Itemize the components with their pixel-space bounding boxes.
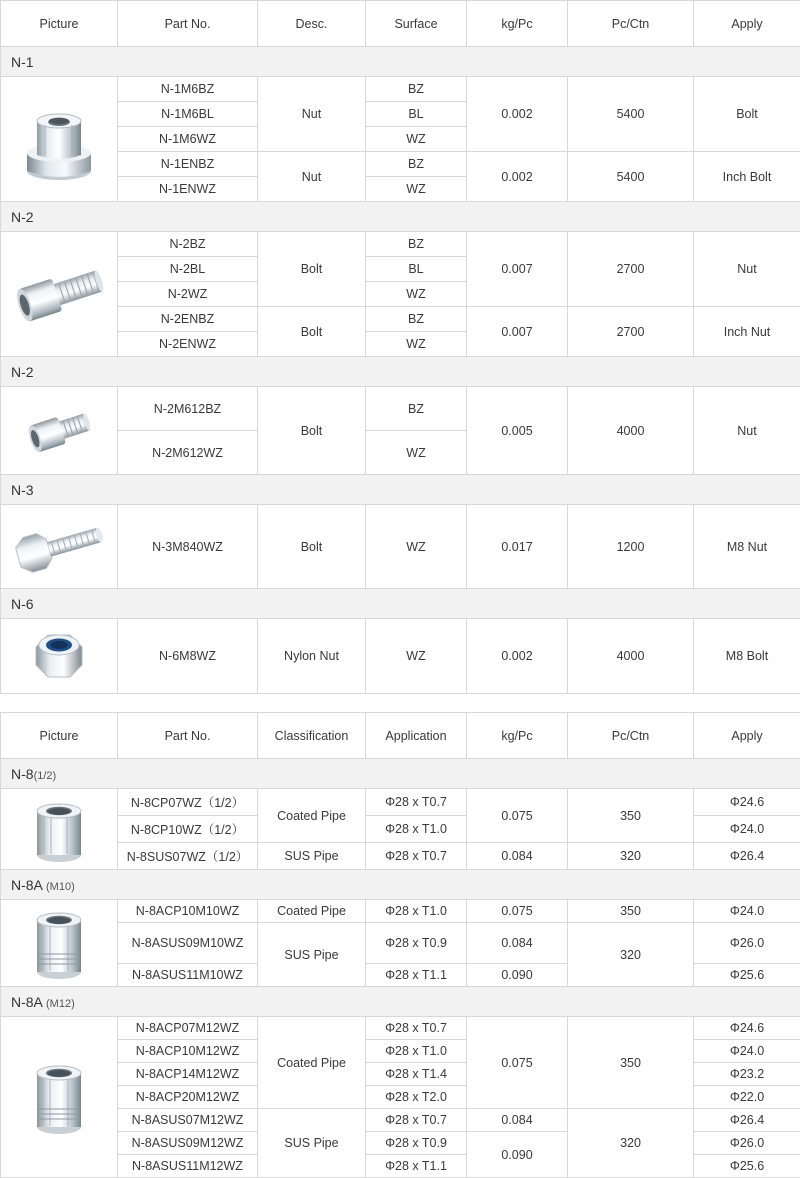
classification-cell: Coated Pipe xyxy=(258,789,366,843)
pcctn-cell: 5400 xyxy=(568,77,694,152)
table-row xyxy=(1,232,800,257)
surface-cell: WZ xyxy=(366,505,467,589)
group-label: N-6 xyxy=(11,596,34,612)
surface-cell: BZ xyxy=(366,387,467,431)
apply-cell: Φ24.6 xyxy=(694,1017,800,1040)
part-no-cell: N-8ASUS11M12WZ xyxy=(118,1155,258,1178)
col-pc-ctn: Pc/Ctn xyxy=(568,713,694,759)
application-cell: Φ28 x T1.0 xyxy=(366,816,467,843)
table-row xyxy=(1,1109,800,1132)
col-part-no: Part No. xyxy=(118,713,258,759)
group-label: N-1 xyxy=(11,54,34,70)
group-label-row xyxy=(1,589,800,619)
kg-cell: 0.007 xyxy=(467,232,568,307)
product-picture-cell xyxy=(1,77,118,202)
part-no-cell: N-8ACP20M12WZ xyxy=(118,1086,258,1109)
apply-cell: Φ26.4 xyxy=(694,1109,800,1132)
part-no-cell: N-3M840WZ xyxy=(118,505,258,589)
product-picture-cell xyxy=(1,387,118,475)
kg-cell: 0.002 xyxy=(467,152,568,202)
kg-cell: 0.084 xyxy=(467,843,568,870)
apply-cell: Inch Nut xyxy=(694,307,800,357)
application-cell: Φ28 x T0.7 xyxy=(366,1109,467,1132)
group-label: N-2 xyxy=(11,364,34,380)
group-label-row xyxy=(1,47,800,77)
application-cell: Φ28 x T0.7 xyxy=(366,789,467,816)
surface-cell: BZ xyxy=(366,307,467,332)
apply-cell: Φ24.6 xyxy=(694,789,800,816)
table-row xyxy=(1,619,800,694)
kg-cell: 0.075 xyxy=(467,1017,568,1109)
col-application: Application xyxy=(366,713,467,759)
group-label-row xyxy=(1,357,800,387)
kg-cell: 0.005 xyxy=(467,387,568,475)
part-no-cell: N-1M6WZ xyxy=(118,127,258,152)
desc-cell: Bolt xyxy=(258,232,366,307)
table-row xyxy=(1,387,800,431)
desc-cell: Nylon Nut xyxy=(258,619,366,694)
pcctn-cell: 320 xyxy=(568,1109,694,1178)
col-kg-pc: kg/Pc xyxy=(467,713,568,759)
application-cell: Φ28 x T1.4 xyxy=(366,1063,467,1086)
part-no-cell: N-8ACP10M12WZ xyxy=(118,1040,258,1063)
group-label: N-3 xyxy=(11,482,34,498)
desc-cell: Nut xyxy=(258,152,366,202)
group-label: N-8A xyxy=(11,877,42,893)
group-label-row xyxy=(1,870,800,900)
part-no-cell: N-1M6BL xyxy=(118,102,258,127)
apply-cell: Φ26.0 xyxy=(694,923,800,964)
group-label: N-2 xyxy=(11,209,34,225)
col-picture: Picture xyxy=(1,1,118,47)
part-no-cell: N-2ENWZ xyxy=(118,332,258,357)
kg-cell: 0.002 xyxy=(467,77,568,152)
surface-cell: BZ xyxy=(366,232,467,257)
classification-cell: Coated Pipe xyxy=(258,1017,366,1109)
apply-cell: Φ25.6 xyxy=(694,964,800,987)
part-no-cell: N-2M612WZ xyxy=(118,431,258,475)
application-cell: Φ28 x T0.9 xyxy=(366,923,467,964)
pcctn-cell: 2700 xyxy=(568,232,694,307)
surface-cell: WZ xyxy=(366,431,467,475)
apply-cell: Nut xyxy=(694,387,800,475)
group-label-row xyxy=(1,475,800,505)
group-label-row xyxy=(1,987,800,1017)
part-no-cell: N-1ENBZ xyxy=(118,152,258,177)
product-picture-cell xyxy=(1,619,118,694)
application-cell: Φ28 x T0.7 xyxy=(366,1017,467,1040)
surface-cell: BL xyxy=(366,257,467,282)
pcctn-cell: 350 xyxy=(568,1017,694,1109)
kg-cell: 0.075 xyxy=(467,789,568,843)
application-cell: Φ28 x T1.0 xyxy=(366,1040,467,1063)
classification-cell: SUS Pipe xyxy=(258,843,366,870)
group-label-row xyxy=(1,759,800,789)
part-no-cell: N-2BL xyxy=(118,257,258,282)
rivet-nut-knurled-icon xyxy=(3,1057,115,1137)
col-kg-pc: kg/Pc xyxy=(467,1,568,47)
rivet-nut-icon xyxy=(3,793,115,865)
table-row xyxy=(1,307,800,332)
part-no-cell: N-1ENWZ xyxy=(118,177,258,202)
group-label-row xyxy=(1,202,800,232)
kg-cell: 0.084 xyxy=(467,923,568,964)
table-row xyxy=(1,1017,800,1040)
table-header-row xyxy=(1,713,800,759)
apply-cell: Φ26.0 xyxy=(694,1132,800,1155)
kg-cell: 0.002 xyxy=(467,619,568,694)
desc-cell: Nut xyxy=(258,77,366,152)
apply-cell: Φ24.0 xyxy=(694,900,800,923)
part-no-cell: N-2WZ xyxy=(118,282,258,307)
apply-cell: Φ24.0 xyxy=(694,1040,800,1063)
apply-cell: Φ25.6 xyxy=(694,1155,800,1178)
product-picture-cell xyxy=(1,789,118,870)
classification-cell: SUS Pipe xyxy=(258,1109,366,1178)
part-no-cell: N-8ACP07M12WZ xyxy=(118,1017,258,1040)
product-picture-cell xyxy=(1,505,118,589)
application-cell: Φ28 x T0.9 xyxy=(366,1132,467,1155)
pcctn-cell: 350 xyxy=(568,789,694,843)
hex-head-bolt-icon xyxy=(3,512,115,582)
col-surface: Surface xyxy=(366,1,467,47)
table-row xyxy=(1,505,800,589)
application-cell: Φ28 x T1.1 xyxy=(366,1155,467,1178)
apply-cell: Φ22.0 xyxy=(694,1086,800,1109)
kg-cell: 0.075 xyxy=(467,900,568,923)
desc-cell: Bolt xyxy=(258,505,366,589)
kg-cell: 0.084 xyxy=(467,1109,568,1132)
apply-cell: M8 Bolt xyxy=(694,619,800,694)
part-no-cell: N-8ACP14M12WZ xyxy=(118,1063,258,1086)
col-apply: Apply xyxy=(694,713,800,759)
surface-cell: WZ xyxy=(366,332,467,357)
table-row xyxy=(1,923,800,964)
group-sublabel: (M10) xyxy=(46,881,75,893)
part-no-cell: N-2BZ xyxy=(118,232,258,257)
pcctn-cell: 4000 xyxy=(568,387,694,475)
table-row xyxy=(1,77,800,102)
surface-cell: WZ xyxy=(366,282,467,307)
kg-cell: 0.017 xyxy=(467,505,568,589)
surface-cell: WZ xyxy=(366,127,467,152)
desc-cell: Bolt xyxy=(258,307,366,357)
flange-nut-icon xyxy=(3,91,115,187)
part-no-cell: N-2M612BZ xyxy=(118,387,258,431)
apply-cell: Inch Bolt xyxy=(694,152,800,202)
apply-cell: Nut xyxy=(694,232,800,307)
table-row xyxy=(1,152,800,177)
pcctn-cell: 320 xyxy=(568,923,694,987)
short-socket-cap-screw-icon xyxy=(3,395,115,467)
part-no-cell: N-8ASUS09M10WZ xyxy=(118,923,258,964)
part-no-cell: N-8ASUS07M12WZ xyxy=(118,1109,258,1132)
rivet-nut-knurled-icon xyxy=(3,904,115,982)
application-cell: Φ28 x T2.0 xyxy=(366,1086,467,1109)
part-no-cell: N-1M6BZ xyxy=(118,77,258,102)
surface-cell: WZ xyxy=(366,177,467,202)
group-sublabel: (1/2) xyxy=(34,770,57,782)
part-no-cell: N-8CP10WZ（1/2） xyxy=(118,816,258,843)
product-picture-cell xyxy=(1,1017,118,1178)
table-gap xyxy=(0,694,800,712)
pcctn-cell: 320 xyxy=(568,843,694,870)
pcctn-cell: 4000 xyxy=(568,619,694,694)
apply-cell: Φ26.4 xyxy=(694,843,800,870)
surface-cell: BL xyxy=(366,102,467,127)
apply-cell: Φ23.2 xyxy=(694,1063,800,1086)
pcctn-cell: 2700 xyxy=(568,307,694,357)
surface-cell: BZ xyxy=(366,77,467,102)
kg-cell: 0.090 xyxy=(467,964,568,987)
application-cell: Φ28 x T1.0 xyxy=(366,900,467,923)
fastener-table-2 xyxy=(0,712,800,1178)
col-apply: Apply xyxy=(694,1,800,47)
pcctn-cell: 1200 xyxy=(568,505,694,589)
kg-cell: 0.090 xyxy=(467,1132,568,1178)
table-header-row xyxy=(1,1,800,47)
group-sublabel: (M12) xyxy=(46,998,75,1010)
part-no-cell: N-8CP07WZ（1/2） xyxy=(118,789,258,816)
part-no-cell: N-8SUS07WZ（1/2） xyxy=(118,843,258,870)
pcctn-cell: 350 xyxy=(568,900,694,923)
nylon-lock-nut-icon xyxy=(3,623,115,689)
table-row xyxy=(1,900,800,923)
table-row xyxy=(1,843,800,870)
part-no-cell: N-6M8WZ xyxy=(118,619,258,694)
classification-cell: Coated Pipe xyxy=(258,900,366,923)
socket-cap-screw-icon xyxy=(3,249,115,339)
desc-cell: Bolt xyxy=(258,387,366,475)
part-no-cell: N-8ASUS09M12WZ xyxy=(118,1132,258,1155)
product-picture-cell xyxy=(1,232,118,357)
col-classification: Classification xyxy=(258,713,366,759)
part-no-cell: N-8ASUS11M10WZ xyxy=(118,964,258,987)
col-desc: Desc. xyxy=(258,1,366,47)
col-picture: Picture xyxy=(1,713,118,759)
application-cell: Φ28 x T0.7 xyxy=(366,843,467,870)
apply-cell: M8 Nut xyxy=(694,505,800,589)
surface-cell: WZ xyxy=(366,619,467,694)
part-no-cell: N-8ACP10M10WZ xyxy=(118,900,258,923)
apply-cell: Φ24.0 xyxy=(694,816,800,843)
col-pc-ctn: Pc/Ctn xyxy=(568,1,694,47)
group-label: N-8A xyxy=(11,994,42,1010)
classification-cell: SUS Pipe xyxy=(258,923,366,987)
application-cell: Φ28 x T1.1 xyxy=(366,964,467,987)
kg-cell: 0.007 xyxy=(467,307,568,357)
product-picture-cell xyxy=(1,900,118,987)
table-row xyxy=(1,789,800,816)
apply-cell: Bolt xyxy=(694,77,800,152)
col-part-no: Part No. xyxy=(118,1,258,47)
part-no-cell: N-2ENBZ xyxy=(118,307,258,332)
group-label: N-8 xyxy=(11,766,34,782)
pcctn-cell: 5400 xyxy=(568,152,694,202)
surface-cell: BZ xyxy=(366,152,467,177)
